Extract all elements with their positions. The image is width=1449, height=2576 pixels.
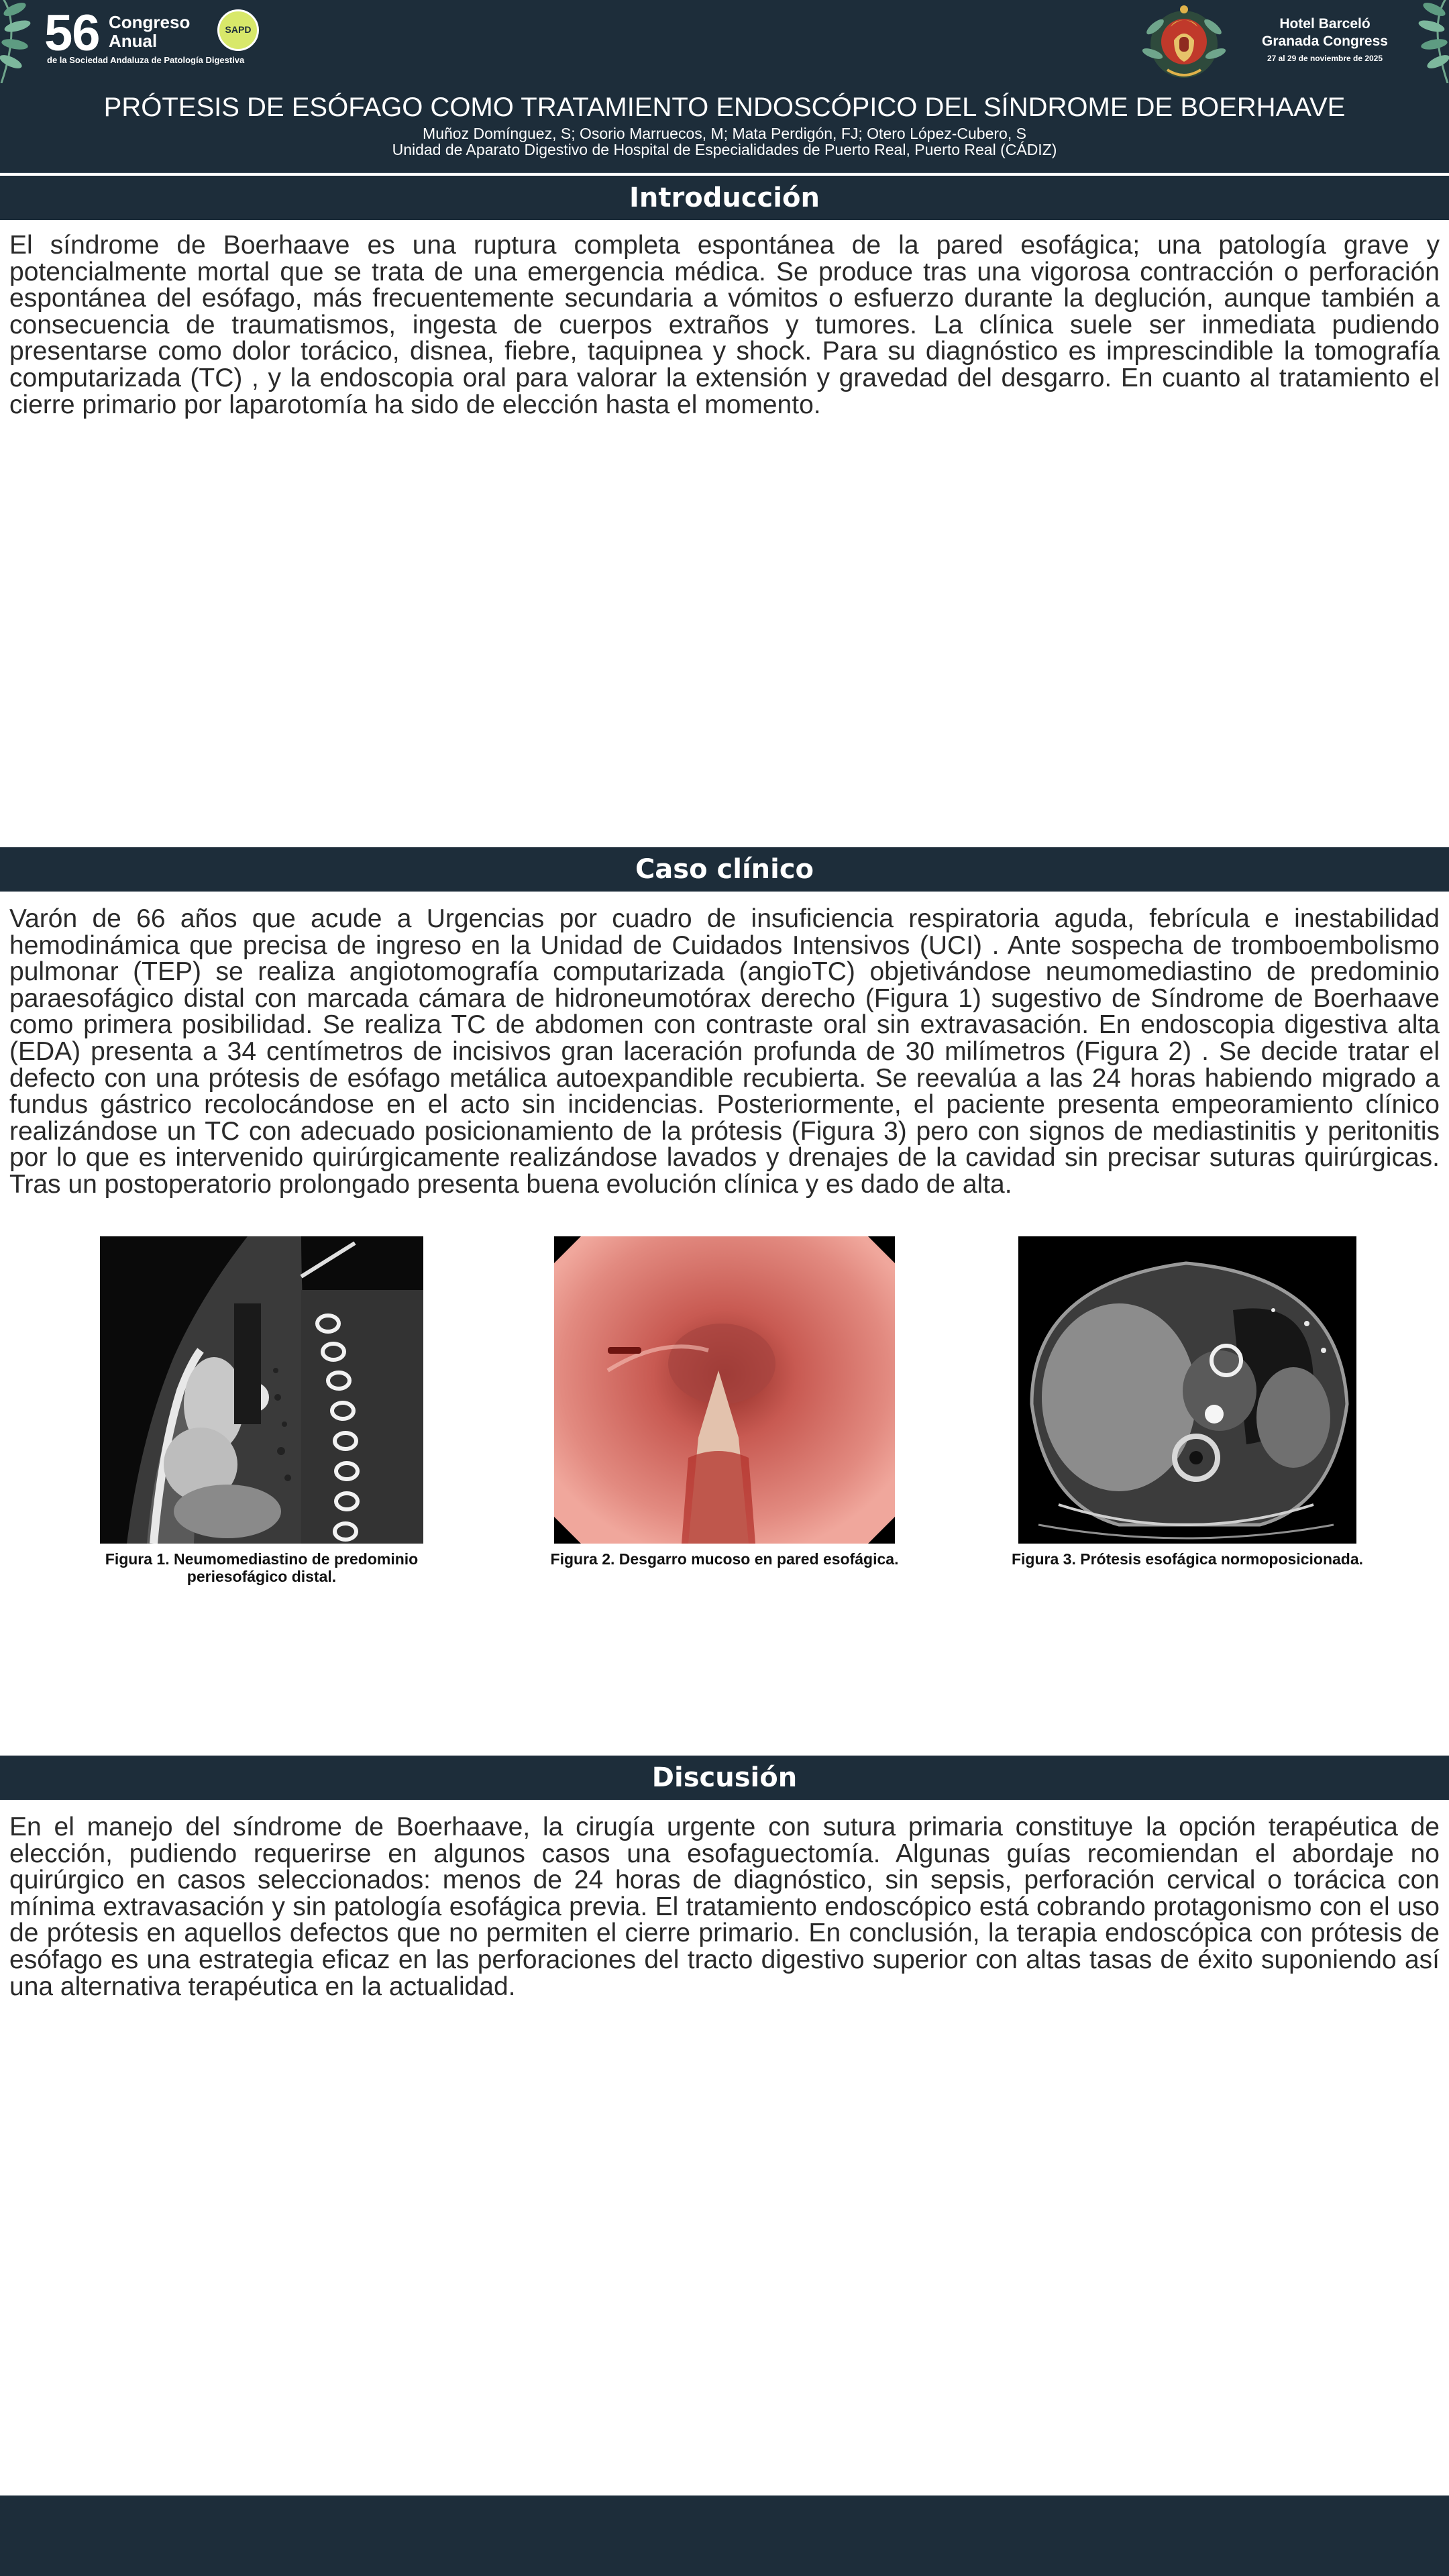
poster-header [0,0,1449,173]
granada-emblem-icon [1140,0,1228,85]
sapd-logo [217,9,259,51]
figure-3-ct-axial [1018,1236,1356,1544]
section-header-case: Caso clínico [0,847,1449,892]
congress-subtitle: de la Sociedad Andaluza de Patología Digestiva [47,55,245,65]
header-divider [0,172,1449,173]
congress-number: 56 [44,5,100,62]
leaf-decoration-icon [1407,0,1449,83]
case-text: Varón de 66 años que acude a Urgencias por cuadro de insuficiencia respiratoria aguda, febrícula e inestabilidad hemodinámica que precisa de ingreso en la Unidad de Cuidados Intensivos (UCI) . Ante sospecha de tromboembolismo pulmonar (TEP) se realiza angiotomografía computarizada (angioTC) objetivándose neumomediastino de predominio paraesofágico distal con marcada cámara de hidroneumotórax derecho (Figura 1) sugestivo de Síndrome de Boerhaave como primera posibilidad. Se realiza TC de abdomen con contraste oral sin extravasación. En endoscopia digestiva alta (EDA) presenta a 34 centímetros de incisivos gran laceración profunda de 30 milímetros (Figura 2) . Se decide tratar el defecto con una prótesis de esófago metálica autoexpandible recubierta. Se reevalúa a las 24 horas habiendo migrado a fundus gástrico recolocándose en el acto sin incidencias. Posteriormente, el paciente presenta empeoramiento clínico realizándose un TC con adecuado posicionamiento de la prótesis (Figura 3) pero con signos de mediastinitis y peritonitis por lo que es intervenido quirúrgicamente realizándose lavados y drenajes de la cavidad sin precisar suturas quirúrgicas. Tras un postoperatorio prolongado presenta buena evolución clínica y es dado de alta. [9,904,1440,1199]
figure-2-caption: Figura 2. Desgarro mucoso en pared esofágica. [550,1550,899,1568]
sapd-logo-text: SAPD [225,24,252,35]
venue-hotel: Hotel Barceló [1279,16,1371,32]
discussion-text: En el manejo del síndrome de Boerhaave, la cirugía urgente con sutura primaria constituye la opción terapéutica de elección, pudiendo requerirse en algunos casos una esofaguectomía. Algunas guías recomiendan el abordaje no quirúrgico en casos seleccionados: menos de 24 horas de diagnóstico, sin sepsis, perforación cervical o torácica con mínima extravasación y sin patología esofágica previa. El tratamiento endoscópico está cobrando protagonismo con el uso de prótesis en aquellos defectos que no permiten el cierre primario. En conclusión, la terapia endoscópica con prótesis de esófago es una estrategia eficaz en las perforaciones del tracto digestivo superior con altas tasas de éxito suponiendo así una alternativa terapéutica en la actualidad. [9,1813,1440,2001]
figure-3-caption: Figura 3. Prótesis esofágica normoposicionada. [1011,1550,1364,1568]
leaf-decoration-icon [0,0,42,83]
introduction-text: El síndrome de Boerhaave es una ruptura completa espontánea de la pared esofágica; una patología grave y potencialmente mortal que se trata de una emergencia médica. Se produce tras una vigorosa contracción o perforación espontánea del esófago, más frecuentemente secundaria a vómitos o esfuerzo durante la deglución, aunque también a consecuencia de traumatismos, ingesta de cuerpos extraños y tumores. La clínica suele ser inmediata pudiendo presentarse como dolor torácico, disnea, fiebre, taquipnea y shock. Para su diagnóstico es imprescindible la tomografía computarizada (TC) , y la endoscopia oral para valorar la extensión y gravedad del desgarro. En cuanto al tratamiento el cierre primario por laparotomía ha sido de elección hasta el momento. [9,231,1440,419]
poster-footer [0,2496,1449,2576]
congress-word: Congreso [109,12,191,32]
section-header-introduction: Introducción [0,176,1449,220]
venue-dates: 27 al 29 de noviembre de 2025 [1267,54,1383,63]
poster-affiliation: Unidad de Aparato Digestivo de Hospital de Especialidades de Puerto Real, Puerto Real (CÁDIZ) [392,141,1057,158]
poster-authors: Muñoz Domínguez, S; Osorio Marruecos, M; Mata Perdigón, FJ; Otero López-Cubero, S [423,125,1026,142]
venue-name: Granada Congress [1262,34,1388,49]
figure-2-endoscopy [554,1236,895,1544]
figure-1-caption: Figura 1. Neumomediastino de predominio periesofágico distal. [105,1550,419,1585]
section-header-discussion: Discusión [0,1756,1449,1800]
figure-1-ct-sagittal [100,1236,423,1544]
poster-title: PRÓTESIS DE ESÓFAGO COMO TRATAMIENTO ENDOSCÓPICO DEL SÍNDROME DE BOERHAAVE [103,93,1346,122]
congress-word: Anual [109,31,158,51]
